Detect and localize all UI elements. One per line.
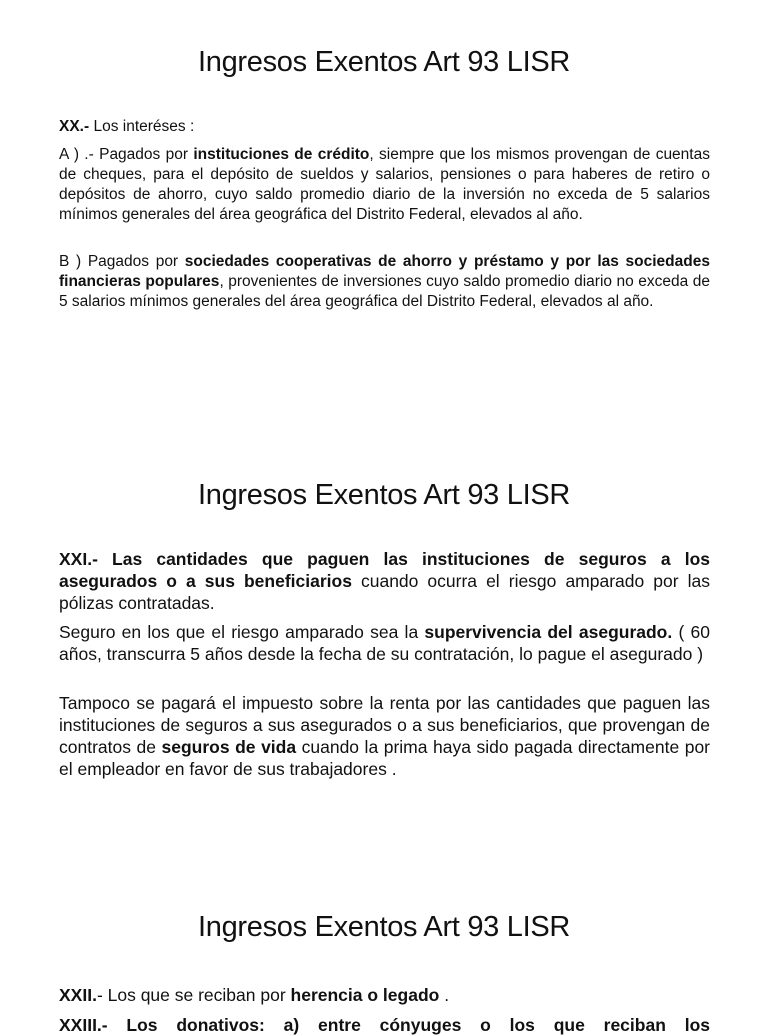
text-run: - Los que se reciban por xyxy=(96,985,291,1005)
slide-title: Ingresos Exentos Art 93 LISR xyxy=(197,479,571,511)
paragraph-xxiii xyxy=(59,1014,710,1036)
text-run: XX.- xyxy=(59,118,90,135)
text-run: . xyxy=(439,985,450,1005)
text-run: cuando la prima haya sido pagada directamente por el empleador en favor de sus trabajadores . xyxy=(59,737,711,779)
text-run: XXII. xyxy=(59,985,97,1005)
text-run: B ) Pagados por xyxy=(59,253,185,270)
text-run: seguros de vida xyxy=(161,737,297,757)
text-run: instituciones de crédito xyxy=(193,146,370,163)
text-run: ( 60 años, transcurra 5 años desde la fecha de su contratación, lo pague el asegurado ) xyxy=(59,622,710,664)
text-run: XXI.- Las cantidades que paguen las instituciones de seguros a los asegurados o a sus beneficiarios xyxy=(59,549,710,591)
text-run: herencia o legado xyxy=(290,985,440,1005)
text-run: supervivencia del asegurado. xyxy=(424,622,673,642)
paragraph-xxii xyxy=(59,984,710,1006)
text-run: Los interéses : xyxy=(89,118,195,135)
text-run: cuando ocurra el riesgo amparado por las pólizas contratadas. xyxy=(59,571,710,613)
slide-title: Ingresos Exentos Art 93 LISR xyxy=(197,911,571,943)
text-run: , provenientes de inversiones cuyo saldo promedio diario no exceda de 5 salarios mínimos generales del área geográfica del Distrito Federal, elevados al año. xyxy=(59,273,710,310)
text-run: , siempre que los mismos provengan de cuentas de cheques, para el depósito de sueldos y salarios, pensiones o para haberes de retiro o depósitos de ahorro, cuyo saldo promedio diario de la inversión no exceda de 5 salarios mínimos generales del área geográfica del Distrito Federal, elevados al año. xyxy=(59,146,710,223)
text-run: Seguro en los que el riesgo amparado sea la xyxy=(59,622,425,642)
text-run: A ) .- Pagados por xyxy=(59,146,194,163)
slide-title: Ingresos Exentos Art 93 LISR xyxy=(197,46,571,78)
text-run: XXIII.- Los donativos: a) entre cónyuges o los que reciban los xyxy=(59,1015,710,1035)
paragraph-xxiii-clipped xyxy=(59,1014,710,1035)
text-run: Tampoco se pagará el impuesto sobre la renta por las cantidades que paguen las instituciones de seguros a sus asegurados o a sus beneficiarios, que provengan de contratos de xyxy=(59,693,710,757)
text-run: sociedades cooperativas de ahorro y préstamo y por las sociedades financieras populares xyxy=(59,253,710,290)
